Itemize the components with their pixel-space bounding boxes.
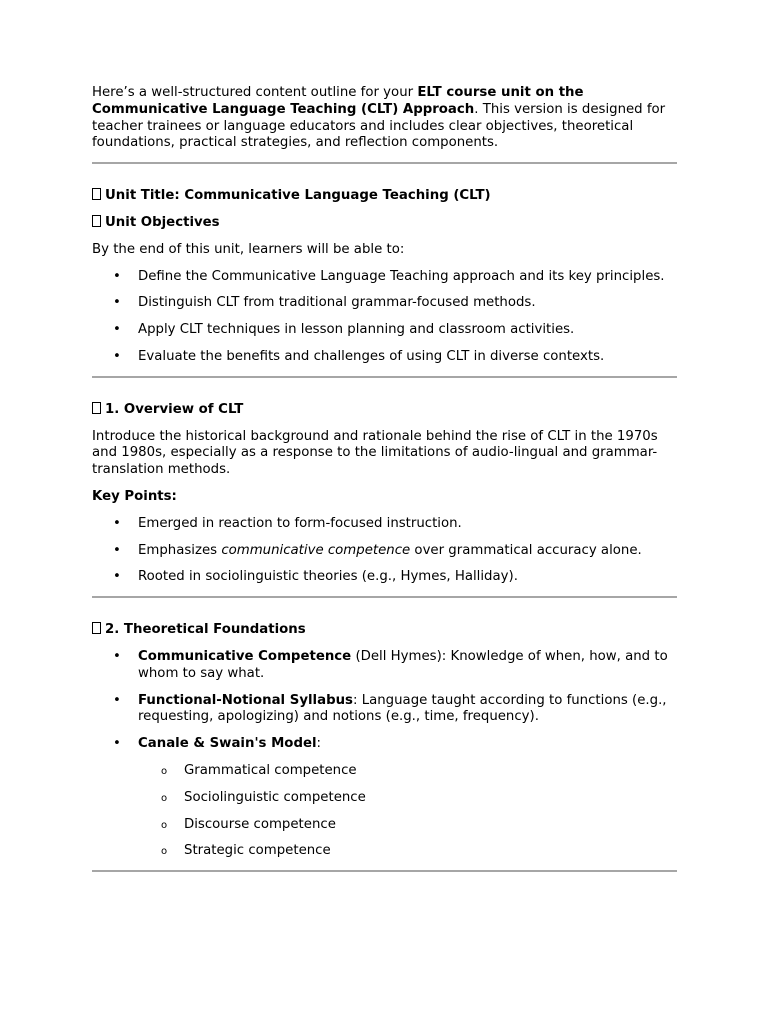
bullet-icon: • [113, 295, 121, 311]
list-item [92, 349, 677, 366]
sub-list-item-text: Sociolinguistic competence [184, 789, 366, 805]
term-text: Functional-Notional Syllabus [138, 692, 353, 708]
bullet-icon: • [113, 322, 121, 338]
list-item-text: Define the Communicative Language Teaching approach and its key principles. [138, 268, 665, 284]
bullet-icon: • [113, 569, 121, 585]
term-text: Canale & Swain's Model [138, 736, 317, 752]
theory-heading [92, 622, 677, 639]
list-item [92, 693, 677, 727]
bullet-icon: • [113, 515, 121, 531]
objectives-list [92, 269, 677, 366]
intro-paragraph [92, 85, 677, 152]
hollow-bullet-icon: o [161, 846, 168, 858]
list-item [92, 569, 677, 586]
horizontal-rule [92, 376, 677, 378]
sub-list-item [138, 763, 677, 780]
bullet-icon: • [113, 348, 121, 364]
competence-sublist [138, 763, 677, 860]
intro-text-continued: . This version is designed for teacher trainees or language educators and includes clear objectives, theoretical foundations, practical strategies, and reflection components. [92, 101, 666, 151]
bullet-icon: • [113, 542, 121, 558]
list-item-text: Rooted in sociolinguistic theories (e.g., Hymes, Halliday). [138, 569, 518, 585]
hollow-bullet-icon: o [161, 792, 168, 804]
sub-list-item-text: Grammatical competence [184, 762, 357, 778]
bullet-icon: • [113, 692, 121, 708]
unit-title-heading [92, 188, 677, 205]
list-item-text: Evaluate the benefits and challenges of using CLT in diverse contexts. [138, 348, 605, 364]
overview-paragraph: Introduce the historical background and rationale behind the rise of CLT in the 1970s and 1980s, especially as a response to the limitations of audio-lingual and grammar-translation methods. [92, 428, 658, 478]
objectives-lead: By the end of this unit, learners will be able to: [92, 241, 405, 257]
horizontal-rule [92, 596, 677, 598]
unit-title-text: Unit Title: Communicative Language Teaching (CLT) [105, 188, 491, 204]
list-item [92, 269, 677, 286]
list-item-text: Emerged in reaction to form-focused instruction. [138, 515, 462, 531]
definition-text: : Language taught according to functions (e.g., requesting, apologizing) and notions (e.g., time, frequency). [138, 692, 667, 725]
key-points-list [92, 516, 677, 586]
horizontal-rule [92, 162, 677, 164]
term-text: Communicative Competence [138, 648, 352, 664]
list-item-text: Apply CLT techniques in lesson planning and classroom activities. [138, 322, 575, 338]
emphasis-text: communicative competence [221, 542, 411, 558]
sub-list-item [138, 817, 677, 834]
bullet-icon: • [113, 648, 121, 664]
list-item [92, 543, 677, 560]
document-content [92, 85, 677, 872]
intro-text: Here’s a well-structured content outline for your [92, 85, 418, 100]
list-item [92, 322, 677, 339]
overview-heading [92, 402, 677, 419]
objectives-heading [92, 215, 677, 232]
sub-list-item [138, 843, 677, 860]
hollow-bullet-icon: o [161, 819, 168, 831]
sub-list-item [138, 790, 677, 807]
hollow-bullet-icon: o [161, 765, 168, 777]
list-item [92, 295, 677, 312]
overview-heading-text: 1. Overview of CLT [105, 401, 244, 417]
missing-glyph-icon [92, 215, 101, 227]
theory-heading-text: 2. Theoretical Foundations [105, 622, 306, 638]
sub-list-item-text: Discourse competence [184, 816, 336, 832]
list-item-text: Emphasizes [138, 542, 222, 558]
missing-glyph-icon [92, 402, 101, 414]
intro-bold-text: ELT course unit on the Communicative Language Teaching (CLT) Approach [92, 85, 584, 117]
definition-text: : [316, 736, 322, 752]
horizontal-rule [92, 870, 677, 872]
list-item [92, 649, 677, 683]
bullet-icon: • [113, 736, 121, 752]
bullet-icon: • [113, 268, 121, 284]
missing-glyph-icon [92, 188, 101, 200]
list-item [92, 736, 677, 860]
sub-list-item-text: Strategic competence [184, 843, 331, 859]
theory-list [92, 649, 677, 860]
objectives-heading-text: Unit Objectives [105, 214, 220, 230]
list-item [92, 516, 677, 533]
key-points-label: Key Points: [92, 488, 177, 504]
list-item-text-continued: over grammatical accuracy alone. [410, 542, 642, 558]
missing-glyph-icon [92, 622, 101, 634]
list-item-text: Distinguish CLT from traditional grammar-focused methods. [138, 295, 536, 311]
definition-text: (Dell Hymes): Knowledge of when, how, and to whom to say what. [138, 648, 668, 681]
